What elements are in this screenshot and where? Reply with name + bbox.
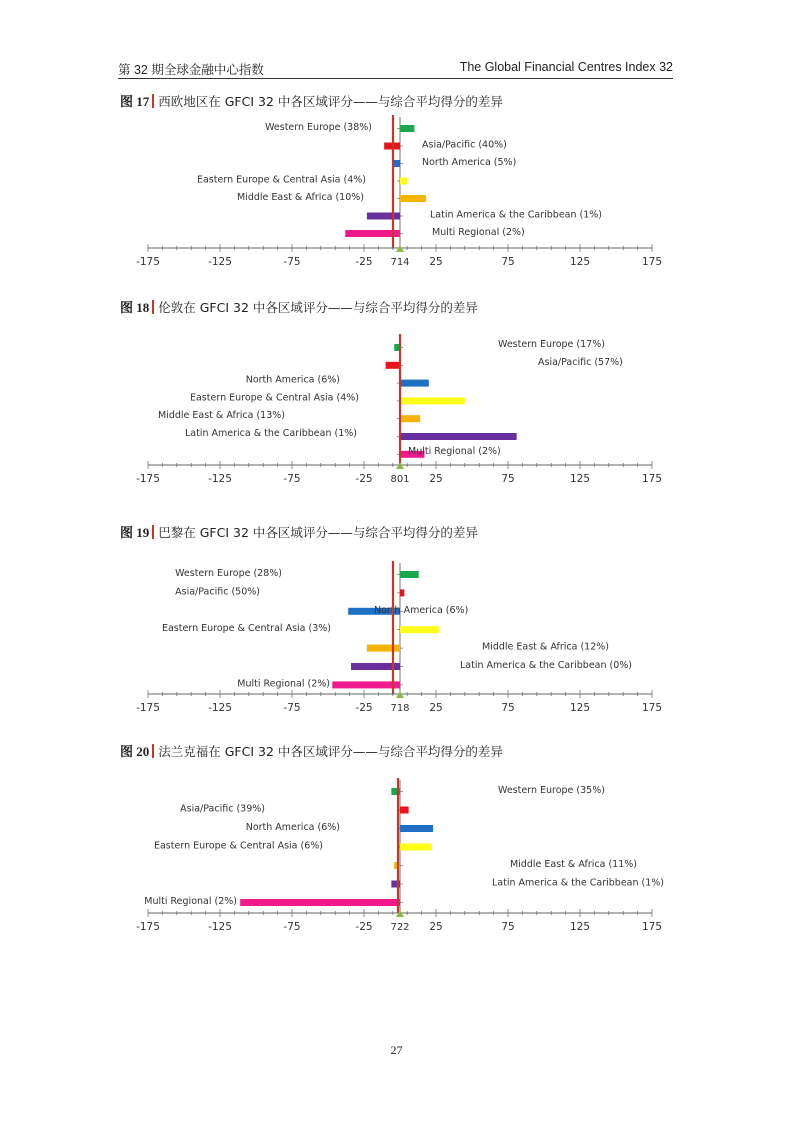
- bar: [240, 899, 400, 906]
- fig-label: 图 20: [120, 744, 150, 759]
- bar-label: Middle East & Africa (13%): [158, 410, 285, 422]
- page-number: 27: [390, 1043, 403, 1057]
- chart-paris: [0, 556, 793, 716]
- bar: [400, 825, 433, 832]
- bar-label: Asia/Pacific (57%): [538, 356, 623, 368]
- x-tick-label: -175: [136, 702, 160, 714]
- x-tick-label: -175: [136, 473, 160, 485]
- bar-label: Western Europe (38%): [265, 122, 372, 133]
- x-tick-label: 25: [429, 702, 443, 714]
- bar-label: Multi Regional (2%): [144, 896, 237, 907]
- chart-title: 巴黎在 GFCI 32 中各区域评分——与综合平均得分的差异: [158, 525, 478, 540]
- x-tick-label: 75: [501, 256, 515, 268]
- x-tick-label: -125: [208, 702, 232, 714]
- chart-title: 法兰克福在 GFCI 32 中各区域评分——与综合平均得分的差异: [158, 744, 503, 759]
- title-divider: [152, 94, 154, 108]
- bar: [400, 807, 409, 814]
- x-tick-label: 175: [641, 921, 663, 933]
- bar: [400, 571, 419, 578]
- x-tick-label: 75: [501, 702, 515, 714]
- bar-label: Eastern Europe & Central Asia (4%): [189, 392, 359, 404]
- bar-label: Latin America & the Caribbean (1%): [184, 428, 357, 439]
- chart-title-20: [120, 741, 503, 760]
- bar-label: Multi Regional (2%): [408, 445, 501, 457]
- x-tick-label: 125: [569, 921, 591, 933]
- x-tick-label: 125: [569, 473, 591, 485]
- header-right: The Global Financial Centres Index 32: [459, 60, 673, 74]
- x-tick-label: 125: [569, 702, 591, 714]
- x-tick-label: -25: [355, 921, 373, 933]
- bar: [400, 195, 426, 202]
- bar: [332, 681, 400, 688]
- x-tick-label: 175: [641, 256, 663, 268]
- chart-title-18: [120, 297, 478, 316]
- x-tick-label: -25: [355, 256, 373, 268]
- chart-title: 伦敦在 GFCI 32 中各区域评分——与综合平均得分的差异: [158, 300, 478, 315]
- title-divider: [152, 744, 154, 758]
- bar-label: North America (6%): [245, 374, 340, 386]
- title-divider: [152, 300, 154, 314]
- bar: [400, 397, 465, 404]
- bar-label: North America (6%): [374, 604, 469, 616]
- bar: [400, 626, 439, 633]
- bar: [400, 380, 429, 387]
- x-tick-label: -75: [283, 702, 301, 714]
- x-tick-label: -75: [283, 921, 301, 933]
- x-tick-label: -125: [208, 473, 232, 485]
- bar-label: Multi Regional (2%): [237, 678, 330, 690]
- x-tick-label: -175: [136, 256, 160, 268]
- bar: [400, 433, 517, 440]
- bar-label: Multi Regional (2%): [432, 227, 525, 238]
- x-tick-label: -125: [208, 921, 232, 933]
- bar-label: Middle East & Africa (10%): [237, 192, 364, 203]
- bar: [400, 178, 407, 185]
- x-tick-label: 175: [641, 473, 663, 485]
- bar-label: Asia/Pacific (40%): [422, 139, 507, 151]
- page-header: [118, 60, 673, 79]
- bar-label: Asia/Pacific (50%): [175, 586, 260, 598]
- x-tick-label: -75: [283, 256, 301, 268]
- bar-label: Eastern Europe & Central Asia (6%): [153, 840, 323, 852]
- bar-label: Eastern Europe & Central Asia (4%): [196, 174, 366, 186]
- header-left: 第 32 期全球金融中心指数: [118, 63, 264, 77]
- chart-frankfurt: [0, 776, 793, 936]
- x-tick-label: 125: [569, 256, 591, 268]
- x-tick-label: 75: [501, 921, 515, 933]
- bar: [345, 230, 400, 237]
- x-tick-label: 175: [641, 702, 663, 714]
- bar: [367, 645, 400, 652]
- bar-label: Asia/Pacific (39%): [180, 803, 265, 815]
- fig-label: 图 19: [120, 525, 150, 540]
- x-tick-label: -75: [283, 473, 301, 485]
- x-tick-label: 25: [429, 473, 443, 485]
- x-tick-label: 25: [429, 256, 443, 268]
- x-tick-label: 722: [390, 922, 410, 933]
- title-divider: [152, 525, 154, 539]
- x-tick-label: -125: [208, 256, 232, 268]
- bar-label: Western Europe (28%): [175, 568, 282, 579]
- bar: [367, 213, 400, 220]
- x-tick-label: -25: [355, 473, 373, 485]
- x-tick-label: 25: [429, 921, 443, 933]
- bar-label: Eastern Europe & Central Asia (3%): [161, 623, 331, 635]
- x-tick-label: 75: [501, 473, 515, 485]
- chart-title-19: [120, 522, 478, 541]
- chart-london: [0, 330, 793, 490]
- bar: [400, 844, 432, 851]
- bar: [400, 589, 404, 596]
- fig-label: 图 18: [120, 300, 150, 315]
- fig-label: 图 17: [120, 94, 150, 109]
- bar-label: Latin America & the Caribbean (1%): [430, 209, 603, 221]
- chart-western-europe: [0, 115, 793, 275]
- bar-label: Middle East & Africa (11%): [510, 859, 637, 870]
- bar-label: Middle East & Africa (12%): [482, 641, 609, 653]
- bar: [400, 415, 420, 422]
- chart-title: 西欧地区在 GFCI 32 中各区域评分——与综合平均得分的差异: [158, 94, 503, 109]
- chart-title-17: [120, 91, 503, 110]
- bar-label: Latin America & the Caribbean (0%): [460, 660, 633, 671]
- bar-label: Western Europe (17%): [498, 339, 605, 350]
- x-tick-label: -25: [355, 702, 373, 714]
- bar-label: Western Europe (35%): [498, 785, 605, 796]
- x-tick-label: 801: [390, 474, 410, 485]
- bar-label: North America (5%): [422, 157, 517, 168]
- bar-label: Latin America & the Caribbean (1%): [492, 877, 665, 889]
- bar: [400, 125, 414, 132]
- x-tick-label: 714: [390, 257, 410, 268]
- x-tick-label: -175: [136, 921, 160, 933]
- x-tick-label: 718: [390, 703, 410, 714]
- bar: [386, 362, 400, 369]
- bar-label: North America (6%): [245, 822, 340, 833]
